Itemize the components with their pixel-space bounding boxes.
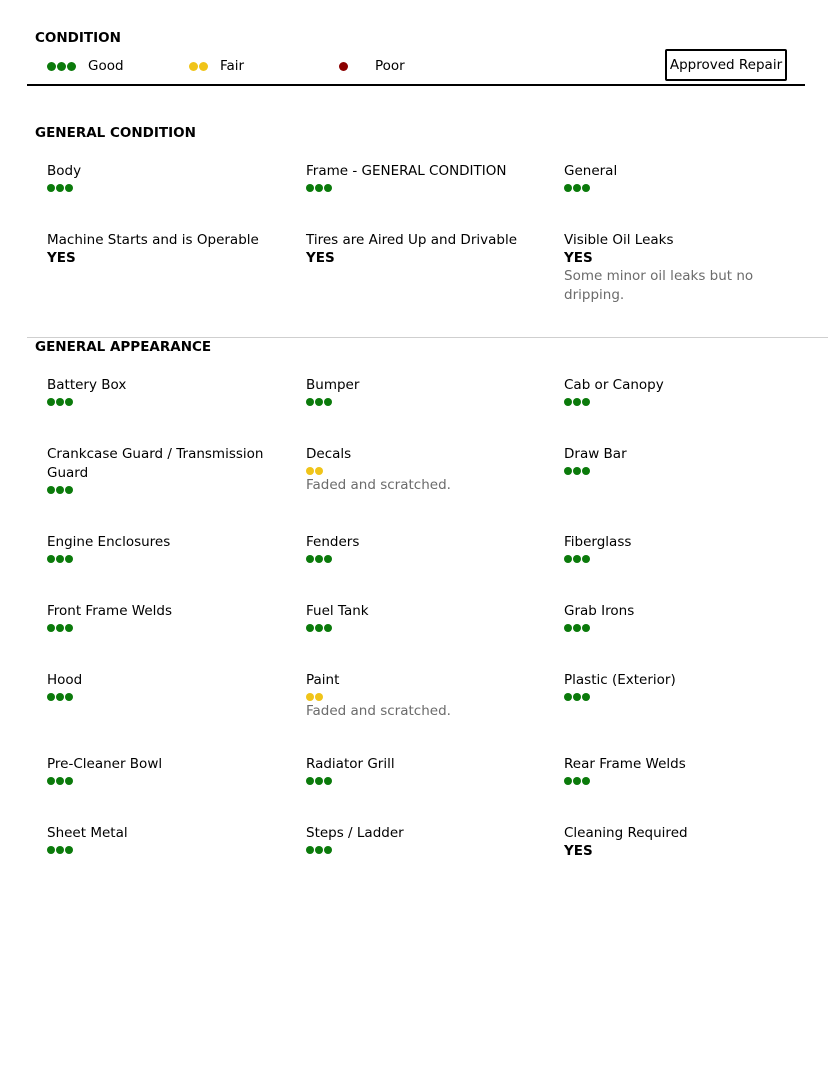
dot-icon [306, 777, 314, 785]
dot-icon [306, 846, 314, 854]
dot-icon [306, 693, 314, 701]
field-label: General [564, 163, 618, 179]
dot-icon [67, 62, 76, 71]
field-label: Plastic (Exterior) [564, 672, 676, 688]
field-label: Pre-Cleaner Bowl [47, 756, 163, 772]
dot-icon [65, 486, 73, 494]
field-steps-ladder [306, 824, 531, 855]
good-rating-dots-icon [306, 622, 531, 633]
dot-icon [582, 693, 590, 701]
section-title-general-condition: GENERAL CONDITION [35, 125, 196, 141]
good-rating-dots-icon [564, 465, 789, 476]
field-machine-starts-and-is-operable [47, 231, 272, 267]
dot-icon [564, 398, 572, 406]
field-value: YES [306, 250, 335, 266]
good-rating-dots-icon [306, 775, 531, 786]
field-decals [306, 445, 531, 495]
dot-icon [56, 846, 64, 854]
dot-icon [564, 467, 572, 475]
dot-icon [47, 398, 55, 406]
good-rating-dots-icon [564, 622, 789, 633]
dot-icon [339, 62, 348, 71]
field-paint [306, 671, 531, 721]
field-label: Visible Oil Leaks [564, 232, 674, 248]
field-label: Hood [47, 672, 83, 688]
section-title-general-appearance: GENERAL APPEARANCE [35, 339, 212, 355]
field-note: Faded and scratched. [306, 703, 451, 719]
dot-icon [324, 398, 332, 406]
dot-icon [65, 846, 73, 854]
dot-icon [47, 184, 55, 192]
field-visible-oil-leaks [564, 231, 789, 305]
fair-rating-dots-icon [306, 691, 531, 702]
poor-rating-dots-icon [339, 61, 349, 72]
field-fuel-tank [306, 602, 531, 633]
field-label: Engine Enclosures [47, 534, 171, 550]
field-cab-or-canopy [564, 376, 789, 407]
field-bumper [306, 376, 531, 407]
condition-legend-title: CONDITION [35, 30, 121, 46]
field-value: YES [47, 250, 76, 266]
dot-icon [573, 398, 581, 406]
field-cleaning-required [564, 824, 789, 860]
field-battery-box [47, 376, 272, 407]
good-rating-dots-icon [47, 553, 272, 564]
legend-good [47, 58, 124, 74]
dot-icon [199, 62, 208, 71]
dot-icon [56, 555, 64, 563]
field-general [564, 162, 789, 193]
dot-icon [65, 555, 73, 563]
section-divider [27, 337, 828, 338]
field-tires-are-aired-up-and-drivable [306, 231, 531, 267]
field-label: Steps / Ladder [306, 825, 404, 841]
fair-rating-dots-icon [189, 61, 209, 72]
field-engine-enclosures [47, 533, 272, 564]
field-label: Draw Bar [564, 446, 627, 462]
good-rating-dots-icon [564, 553, 789, 564]
good-rating-dots-icon [564, 691, 789, 702]
dot-icon [564, 777, 572, 785]
dot-icon [65, 624, 73, 632]
good-rating-dots-icon [47, 844, 272, 855]
dot-icon [573, 555, 581, 563]
good-rating-dots-icon [47, 775, 272, 786]
good-rating-dots-icon [564, 396, 789, 407]
dot-icon [56, 184, 64, 192]
dot-icon [582, 555, 590, 563]
dot-icon [315, 555, 323, 563]
dot-icon [65, 693, 73, 701]
dot-icon [324, 777, 332, 785]
dot-icon [56, 624, 64, 632]
dot-icon [573, 777, 581, 785]
field-label: Body [47, 163, 82, 179]
field-label: Sheet Metal [47, 825, 128, 841]
dot-icon [306, 555, 314, 563]
field-label: Cleaning Required [564, 825, 688, 841]
good-rating-dots-icon [47, 622, 272, 633]
good-rating-dots-icon [306, 553, 531, 564]
field-note: Faded and scratched. [306, 477, 451, 493]
field-draw-bar [564, 445, 789, 476]
dot-icon [582, 624, 590, 632]
field-label: Bumper [306, 377, 360, 393]
dot-icon [582, 467, 590, 475]
legend-fair [189, 58, 244, 74]
dot-icon [573, 693, 581, 701]
good-rating-dots-icon [306, 182, 531, 193]
field-label: Battery Box [47, 377, 127, 393]
good-rating-dots-icon [47, 396, 272, 407]
good-rating-dots-icon [47, 484, 272, 495]
dot-icon [564, 184, 572, 192]
dot-icon [324, 624, 332, 632]
dot-icon [573, 467, 581, 475]
dot-icon [315, 693, 323, 701]
dot-icon [56, 777, 64, 785]
field-label: Frame - GENERAL CONDITION [306, 163, 507, 179]
field-note: Some minor oil leaks but no dripping. [564, 268, 754, 303]
dot-icon [324, 846, 332, 854]
field-label: Fiberglass [564, 534, 632, 550]
dot-icon [324, 184, 332, 192]
field-plastic-exterior [564, 671, 789, 702]
dot-icon [56, 486, 64, 494]
dot-icon [56, 693, 64, 701]
field-fiberglass [564, 533, 789, 564]
dot-icon [564, 624, 572, 632]
approved-repair-badge[interactable]: Approved Repair [665, 49, 787, 81]
good-rating-dots-icon [47, 691, 272, 702]
dot-icon [315, 467, 323, 475]
field-label: Radiator Grill [306, 756, 395, 772]
field-sheet-metal [47, 824, 272, 855]
dot-icon [573, 184, 581, 192]
dot-icon [315, 184, 323, 192]
dot-icon [47, 555, 55, 563]
field-label: Front Frame Welds [47, 603, 173, 619]
dot-icon [582, 777, 590, 785]
dot-icon [324, 555, 332, 563]
field-fenders [306, 533, 531, 564]
dot-icon [65, 184, 73, 192]
legend-fair-label: Fair [220, 58, 245, 74]
dot-icon [306, 184, 314, 192]
field-frame-general-condition [306, 162, 531, 193]
good-rating-dots-icon [47, 61, 77, 72]
field-radiator-grill [306, 755, 531, 786]
legend-poor [339, 58, 405, 74]
field-label: Cab or Canopy [564, 377, 664, 393]
field-label: Rear Frame Welds [564, 756, 686, 772]
dot-icon [315, 624, 323, 632]
dot-icon [56, 398, 64, 406]
dot-icon [47, 846, 55, 854]
field-label: Grab Irons [564, 603, 635, 619]
good-rating-dots-icon [564, 775, 789, 786]
dot-icon [57, 62, 66, 71]
dot-icon [315, 846, 323, 854]
field-front-frame-welds [47, 602, 272, 633]
field-grab-irons [564, 602, 789, 633]
dot-icon [306, 398, 314, 406]
field-label: Fenders [306, 534, 360, 550]
dot-icon [306, 624, 314, 632]
dot-icon [47, 486, 55, 494]
field-crankcase-guard-transmission-guard [47, 445, 272, 495]
field-label: Paint [306, 672, 340, 688]
good-rating-dots-icon [306, 844, 531, 855]
dot-icon [47, 777, 55, 785]
field-label: Machine Starts and is Operable [47, 232, 259, 248]
dot-icon [564, 555, 572, 563]
good-rating-dots-icon [47, 182, 272, 193]
dot-icon [65, 398, 73, 406]
dot-icon [47, 624, 55, 632]
fair-rating-dots-icon [306, 465, 531, 476]
legend-poor-label: Poor [375, 58, 405, 74]
dot-icon [582, 184, 590, 192]
field-pre-cleaner-bowl [47, 755, 272, 786]
dot-icon [582, 398, 590, 406]
dot-icon [189, 62, 198, 71]
field-rear-frame-welds [564, 755, 789, 786]
field-hood [47, 671, 272, 702]
dot-icon [47, 693, 55, 701]
dot-icon [315, 398, 323, 406]
field-label: Fuel Tank [306, 603, 369, 619]
good-rating-dots-icon [564, 182, 789, 193]
dot-icon [573, 624, 581, 632]
field-value: YES [564, 843, 593, 859]
legend-good-label: Good [88, 58, 124, 74]
dot-icon [315, 777, 323, 785]
dot-icon [65, 777, 73, 785]
header-divider [27, 84, 805, 86]
field-body [47, 162, 272, 193]
dot-icon [564, 693, 572, 701]
dot-icon [306, 467, 314, 475]
dot-icon [47, 62, 56, 71]
field-label: Crankcase Guard / Transmission Guard [47, 446, 264, 481]
field-label: Decals [306, 446, 352, 462]
field-value: YES [564, 250, 593, 266]
field-label: Tires are Aired Up and Drivable [306, 232, 518, 248]
good-rating-dots-icon [306, 396, 531, 407]
